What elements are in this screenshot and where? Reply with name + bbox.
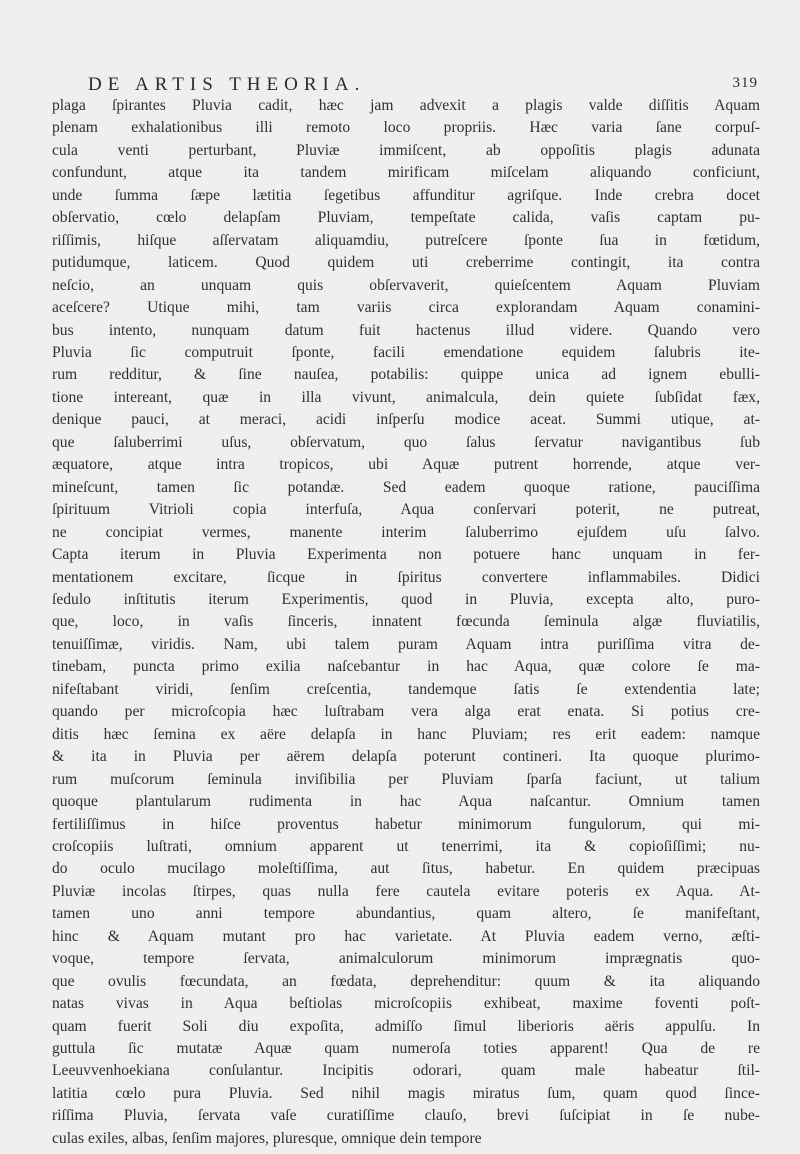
- text-line: riſſimis, hiſque aſſervatam aliquamdiu, putreſcere ſponte ſua in fœtidum,: [52, 231, 760, 249]
- text-line: quando per microſcopia hæc luſtrabam vera alga erat enata. Si potius cre-: [52, 703, 760, 721]
- text-line: natas vivas in Aqua beſtiolas microſcopiis exhibeat, maxime foventi poſt-: [52, 995, 760, 1013]
- text-line: hinc & Aquam mutant pro hac varietate. At Pluvia eadem verno, æſti-: [52, 927, 760, 945]
- text-line: cula venti perturbant, Pluviæ immiſcent, ab oppoſitis plagis adunata: [52, 141, 760, 159]
- text-line: tinebam, puncta primo exilia naſcebantur in hac Aqua, quæ colore ſe ma-: [52, 658, 760, 676]
- text-line: mentationem excitare, ſicque in ſpiritus convertere inflammabiles. Didici: [52, 568, 760, 586]
- text-line: mineſcunt, tamen ſic potandæ. Sed eadem quoque ratione, pauciſſima: [52, 478, 760, 496]
- text-line: latitia cœlo pura Pluvia. Sed nihil magis miratus ſum, quam quod ſince-: [52, 1084, 760, 1102]
- text-line: do oculo mucilago moleſtiſſima, aut ſitus, habetur. En quidem præcipuas: [52, 860, 760, 878]
- text-line: quoque plantularum rudimenta in hac Aqua naſcantur. Omnium tamen: [52, 793, 760, 811]
- text-line: ſedulo inſtitutis iterum Experimentis, quod in Pluvia, excepta alto, puro-: [52, 590, 760, 608]
- page-number: 319: [732, 75, 758, 91]
- text-line: bus intento, nunquam datum fuit hactenus illud videre. Quando vero: [52, 321, 760, 339]
- text-line: plenam exhalationibus illi remoto loco propriis. Hæc varia ſane corpuſ-: [52, 119, 760, 137]
- text-line: denique pauci, at meraci, acidi inſperſu modice aceat. Summi utique, at-: [52, 411, 760, 429]
- text-line: fertiliſſimus in hiſce proventus habetur minimorum fungulorum, qui mi-: [52, 815, 760, 833]
- text-line: guttula ſic mutatæ Aquæ quam numeroſa toties apparent! Qua de re: [52, 1040, 760, 1058]
- text-line: unde ſumma ſæpe lætitia ſegetibus affunditur agriſque. Inde crebra docet: [52, 186, 760, 204]
- text-line: ne concipiat vermes, manente interim ſaluberrimo ejuſdem uſu ſalvo.: [52, 523, 760, 541]
- text-line: neſcio, an unquam quis obſervaverit, quieſcentem Aquam Pluviam: [52, 276, 760, 294]
- text-line: confundunt, atque ita tandem mirificam miſcelam aliquando conficiunt,: [52, 164, 760, 182]
- text-line: tenuiſſimæ, viridis. Nam, ubi talem puram Aquam intra puriſſima vitra de-: [52, 635, 760, 653]
- text-line: Leeuvvenhoekiana conſulantur. Incipitis odorari, quam male habeatur ſtil-: [52, 1062, 760, 1080]
- running-head: DE ARTIS THEORIA.: [88, 74, 366, 95]
- text-line: obſervatio, cœlo delapſam Pluviam, tempeſtate calida, vaſis captam pu-: [52, 209, 760, 227]
- text-line: putidumque, laticem. Quod quidem uti creberrime contingit, ita contra: [52, 254, 760, 272]
- text-line: plaga ſpirantes Pluvia cadit, hæc jam advexit a plagis valde diſſitis Aquam: [52, 97, 760, 114]
- body-text: [52, 95, 760, 1150]
- text-line: que, loco, in vaſis ſinceris, innatent fœcunda ſeminula algæ fluviatilis,: [52, 613, 760, 631]
- text-line: Pluviæ incolas ſtirpes, quas nulla fere cautela evitare poteris ex Aqua. At-: [52, 882, 760, 900]
- text-line: que ovulis fœcundata, an fœdata, deprehenditur: quum & ita aliquando: [52, 972, 760, 990]
- text-line: rum redditur, & ſine nauſea, potabilis: quippe unica ad ignem ebulli-: [52, 366, 760, 384]
- text-line: tamen uno anni tempore abundantius, quam altero, ſe manifeſtant,: [52, 905, 760, 923]
- text-line: croſcopiis luſtrati, omnium apparent ut tenerrimi, ita & copioſiſſimi; nu-: [52, 837, 760, 855]
- text-line: rum muſcorum ſeminula inviſibilia per Pluviam ſparſa faciunt, ut talium: [52, 770, 760, 788]
- text-line: nifeſtabant viridi, ſenſim creſcentia, tandemque ſatis ſe extendentia late;: [52, 680, 760, 698]
- text-line: culas exiles, albas, ſenſim majores, pluresque, omnique dein tempore: [52, 1129, 482, 1147]
- text-line: Pluvia ſic computruit ſponte, facili emendatione equidem ſalubris ite-: [52, 343, 760, 361]
- text-line: que ſaluberrimi uſus, obſervatum, quo ſalus ſervatur navigantibus ſub: [52, 433, 760, 451]
- text-line: æquatore, atque intra tropicos, ubi Aquæ putrent horrende, atque ver-: [52, 456, 760, 474]
- text-line: voque, tempore ſervata, animalculorum minimorum imprægnatis quo-: [52, 950, 760, 968]
- text-line: & ita in Pluvia per aërem delapſa poterunt contineri. Ita quoque plurimo-: [52, 748, 760, 766]
- text-line: tione intereant, quæ in illa vivunt, animalcula, dein quiete ſubſidat fæx,: [52, 388, 760, 406]
- text-line: ſpirituum Vitrioli copia interfuſa, Aqua conſervari poterit, ne putreat,: [52, 501, 760, 519]
- text-line: riſſima Pluvia, ſervata vaſe curatiſſime clauſo, brevi ſuſcipiat in ſe nube-: [52, 1107, 760, 1125]
- text-line: ditis hæc ſemina ex aëre delapſa in hanc Pluviam; res erit eadem: namque: [52, 725, 760, 743]
- text-line: quam fuerit Soli diu expoſita, admiſſo ſimul liberioris aëris appulſu. In: [52, 1017, 760, 1035]
- text-line: Capta iterum in Pluvia Experimenta non potuere hanc unquam in fer-: [52, 546, 760, 564]
- text-line: aceſcere? Utique mihi, tam variis circa explorandam Aquam conamini-: [52, 299, 760, 317]
